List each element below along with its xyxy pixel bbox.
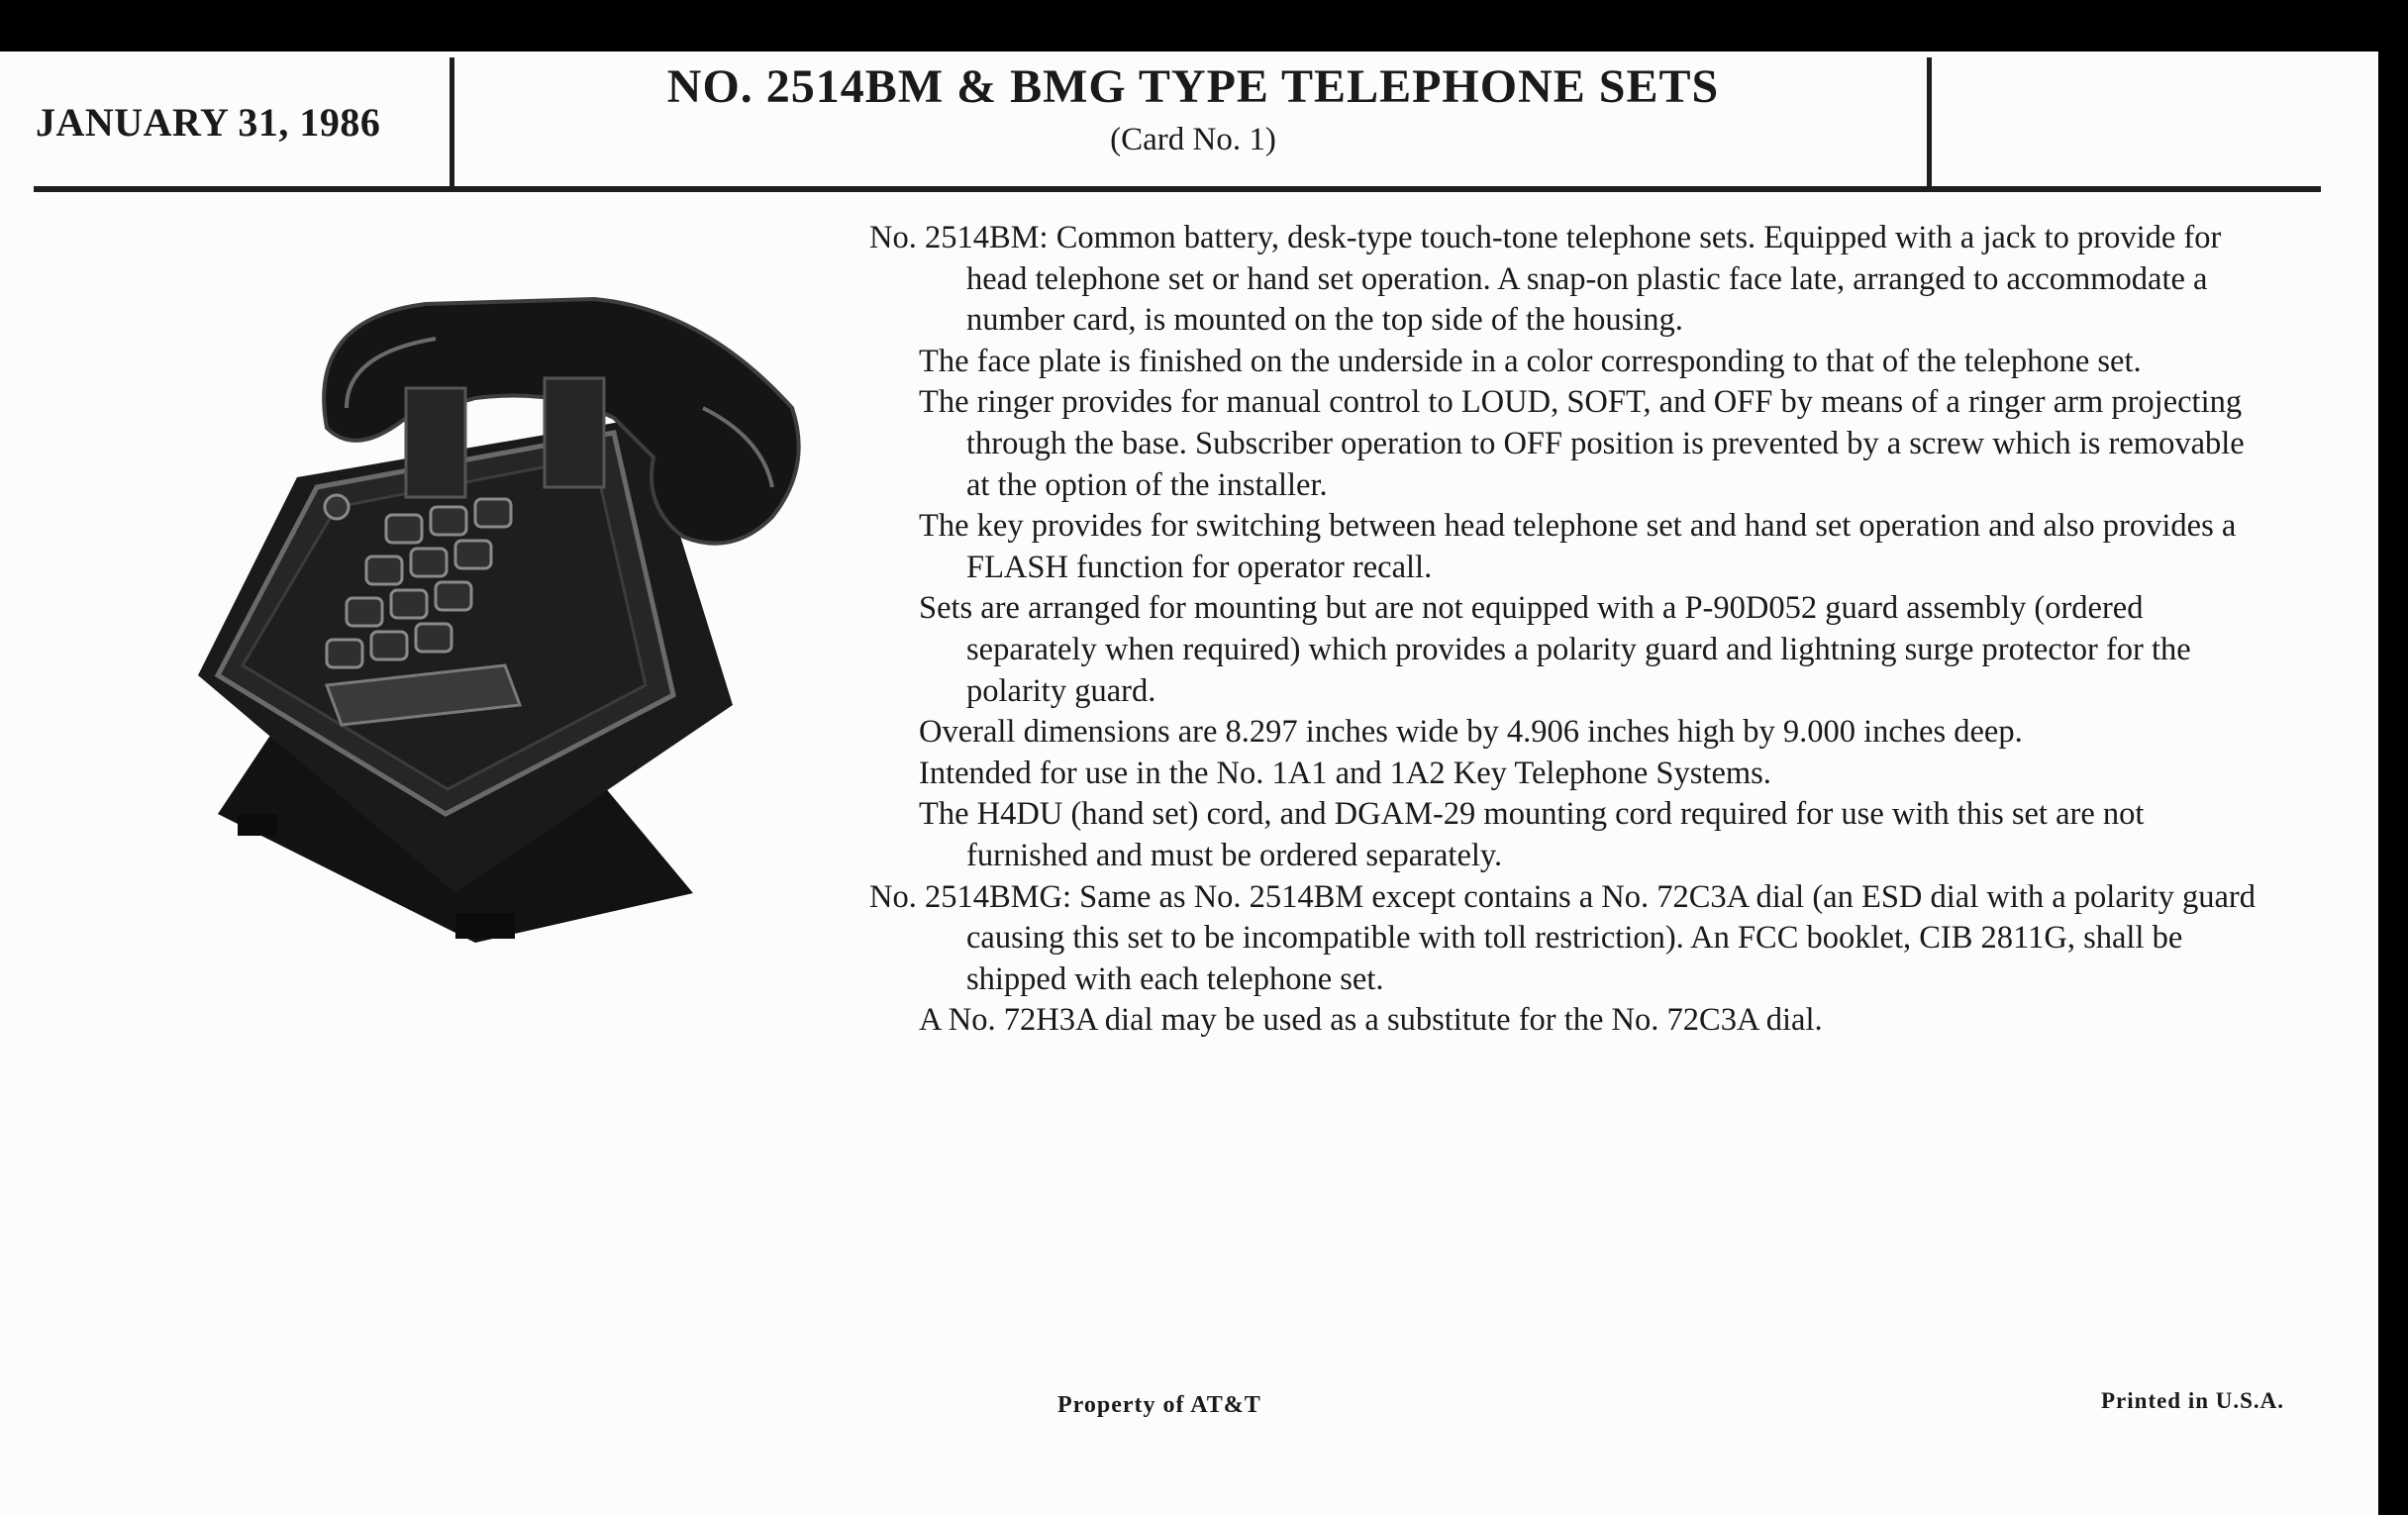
paragraph-face-plate: The face plate is finished on the underside in a color corresponding to that of the telephone set.	[919, 343, 2142, 379]
paragraph-ringer: The ringer provides for manual control to LOUD, SOFT, and OFF by means of a ringer arm projecting through the base. Subscriber operation to OFF position is prevented by a screw which is removable at the option of the installer.	[919, 384, 2245, 503]
header-divider-left	[450, 57, 454, 192]
card-number: (Card No. 1)	[1110, 122, 1276, 157]
footer-printed: Printed in U.S.A.	[2101, 1388, 2285, 1413]
telephone-set-icon	[178, 259, 822, 943]
paragraph-2514bmg: No. 2514BMG: Same as No. 2514BM except contains a No. 72C3A dial (an ESD dial with a polarity guard causing this set to be incompatible with toll restriction). An FCC booklet, CIB 2811G, shall be shipped with each telephone set.	[869, 878, 2257, 997]
card-title-block	[455, 57, 1931, 158]
paragraph-mounting: Sets are arranged for mounting but are not equipped with a P-90D052 guard assembly (ordered separately when required) which provides a polarity guard and lightning surge protector for the polarity guard.	[919, 590, 2191, 709]
paragraph-2514bm: No. 2514BM: Common battery, desk-type touch-tone telephone sets. Equipped with a jack to provide for head telephone set or hand set operation. A snap-on plastic face late, arranged to accommodate a number card, is mounted on the top side of the housing.	[869, 220, 2222, 339]
description-text	[869, 218, 2270, 1042]
footer-property: Property of AT&T	[1057, 1392, 1261, 1418]
paragraph-cords: The H4DU (hand set) cord, and DGAM-29 mounting cord required for use with this set are not furnished and must be ordered separately.	[919, 796, 2145, 873]
paragraph-dial-substitute: A No. 72H3A dial may be used as a substitute for the No. 72C3A dial.	[919, 1002, 1823, 1039]
card-title: NO. 2514BM & BMG TYPE TELEPHONE SETS	[666, 60, 1720, 113]
header-rule	[34, 186, 2321, 192]
paragraph-key: The key provides for switching between head telephone set and hand set operation and also provides a FLASH function for operator recall.	[919, 508, 2237, 585]
document-card	[0, 51, 2378, 1515]
card-date: JANUARY 31, 1986	[36, 100, 381, 145]
paragraph-systems: Intended for use in the No. 1A1 and 1A2 Key Telephone Systems.	[919, 755, 1771, 791]
paragraph-dimensions: Overall dimensions are 8.297 inches wide by 4.906 inches high by 9.000 inches deep.	[919, 714, 2023, 751]
